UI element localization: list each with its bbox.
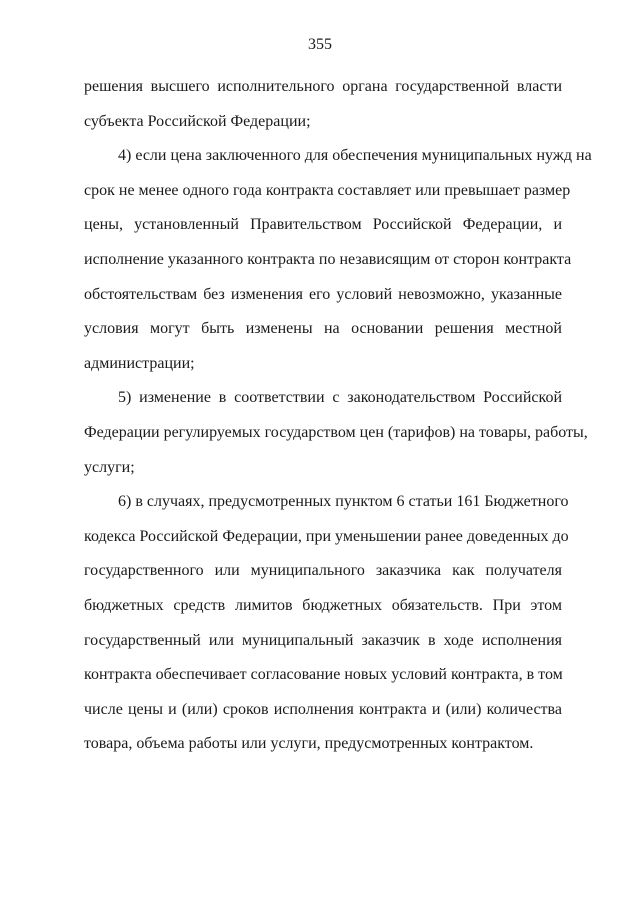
text-line: 4) если цена заключенного для обеспечения муниципальных нужд на <box>118 147 592 165</box>
text-line: обстоятельствам без изменения его условий невозможно, указанные <box>84 285 562 303</box>
text-line: срок не менее одного года контракта составляет или превышает размер <box>84 181 571 199</box>
text-line: 6) в случаях, предусмотренных пунктом 6 статьи 161 Бюджетного <box>118 493 569 511</box>
text-line: условия могут быть изменены на основании решения местной <box>84 320 562 338</box>
paragraph-item-6 <box>84 485 569 762</box>
text-line: субъекта Российской Федерации; <box>84 112 311 130</box>
text-line: исполнение указанного контракта по независящим от сторон контракта <box>84 250 572 268</box>
text-line: бюджетных средств лимитов бюджетных обязательств. При этом <box>84 596 562 614</box>
text-line: государственного или муниципального заказчика как получателя <box>84 562 562 580</box>
text-line: государственный или муниципальный заказчик в ходе исполнения <box>84 631 562 649</box>
paragraph-continuation <box>84 70 562 139</box>
text-line: администрации; <box>84 354 195 372</box>
paragraph-item-5 <box>84 381 588 485</box>
text-line: цены, установленный Правительством Российской Федерации, и <box>84 216 562 234</box>
document-body <box>84 70 592 762</box>
text-line: Федерации регулируемых государством цен (тарифов) на товары, работы, <box>84 423 588 441</box>
text-line: услуги; <box>84 458 135 476</box>
text-line: контракта обеспечивает согласование новых условий контракта, в том <box>84 666 563 684</box>
text-line: 5) изменение в соответствии с законодательством Российской <box>118 389 562 407</box>
text-line: решения высшего исполнительного органа государственной власти <box>84 78 562 95</box>
page-number: 355 <box>308 36 332 53</box>
text-line: числе цены и (или) сроков исполнения контракта и (или) количества <box>84 700 562 718</box>
text-line: кодекса Российской Федерации, при уменьшении ранее доведенных до <box>84 527 569 545</box>
paragraph-item-4 <box>84 139 592 381</box>
text-line: товара, объема работы или услуги, предусмотренных контрактом. <box>84 735 534 753</box>
